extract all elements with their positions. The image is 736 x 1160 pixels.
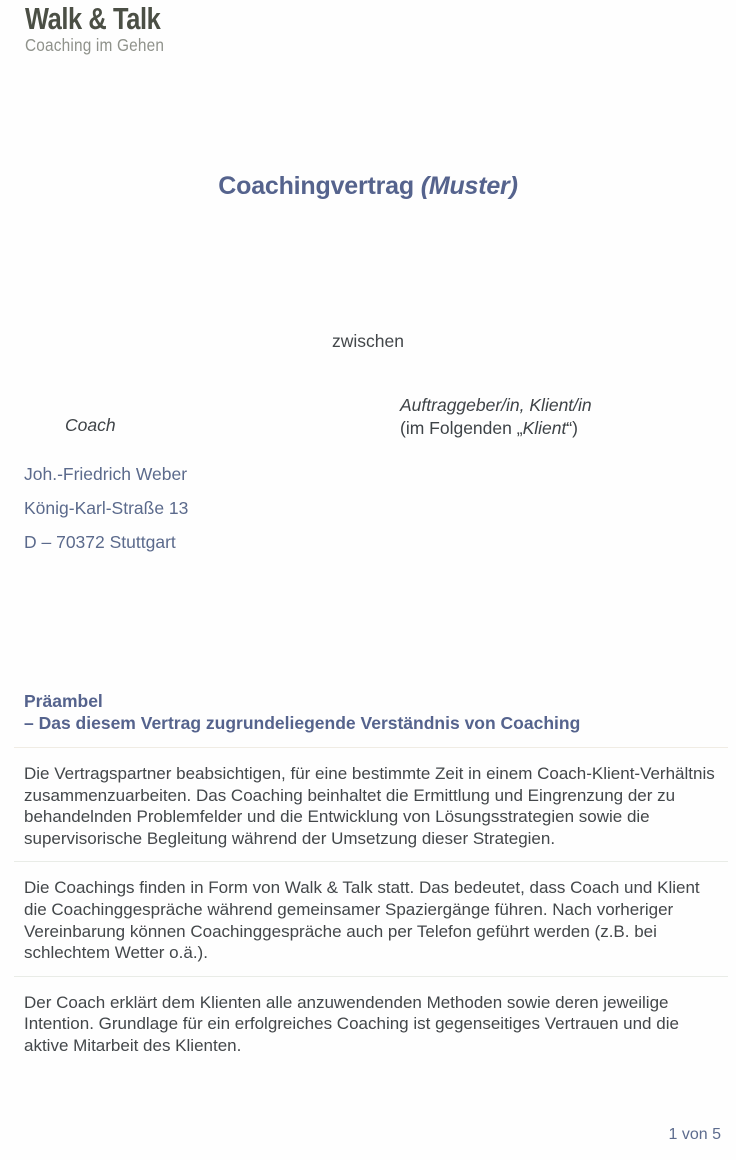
party-client-label (400, 394, 592, 440)
between-label: zwischen (332, 331, 404, 351)
preamble-section (24, 690, 718, 1069)
preamble-paragraph-1: Die Vertragspartner beabsichtigen, für eine bestimmte Zeit in einem Coach-Klient-Verhältnis zusammenzuarbeiten. Das Coaching beinhaltet die Ermittlung und Eingrenzung der zu behandelnden Problemfelder und die Entwicklung von Lösungsstrategien sowie die supervisorische Begleitung während der Umsetzung dieser Strategien. (14, 748, 728, 862)
page-number: 1 von 5 (668, 1126, 721, 1143)
preamble-paragraph-3: Der Coach erklärt dem Klienten alle anzuwendenden Methoden sowie deren jeweilige Intention. Grundlage für ein erfolgreiches Coaching ist gegenseitiges Vertrauen und die aktive Mitarbeit des Klienten. (24, 992, 679, 1055)
logo-title: Walk & Talk (25, 1, 161, 36)
document-title (0, 172, 736, 201)
client-alias-name: Klient (522, 418, 567, 438)
client-alias-prefix: (im Folgenden „ (400, 418, 523, 438)
coach-address-city: D – 70372 Stuttgart (24, 532, 176, 552)
preamble-paragraph-2: Die Coachings finden in Form von Walk & Talk statt. Das bedeutet, dass Coach und Klient die Coachinggespräche während gemeinsamer Spaziergänge führen. Nach vorheriger Vereinbarung können Coachinggespräche auch per Telefon geführt werden (z.B. bei schlechtem Wetter o.ä.). (14, 862, 728, 976)
coach-address-name: Joh.-Friedrich Weber (24, 464, 188, 484)
document-title-main: Coachingvertrag (218, 172, 414, 200)
preamble-heading (14, 690, 728, 748)
coach-address-block (24, 457, 188, 559)
party-coach-label: Coach (65, 415, 116, 435)
preamble-heading-line1: Präambel (24, 691, 103, 711)
client-alias-line (400, 417, 592, 440)
coach-address-street: König-Karl-Straße 13 (24, 498, 189, 518)
logo-subtitle: Coaching im Gehen (25, 34, 165, 55)
preamble-heading-line2: – Das diesem Vertrag zugrundeliegende Verständnis von Coaching (24, 713, 581, 733)
walk-and-talk-logo (25, 3, 190, 56)
document-title-suffix: (Muster) (420, 172, 518, 200)
client-role-line: Auftraggeber/in, Klient/in (400, 395, 592, 415)
client-alias-suffix: “) (566, 418, 578, 438)
